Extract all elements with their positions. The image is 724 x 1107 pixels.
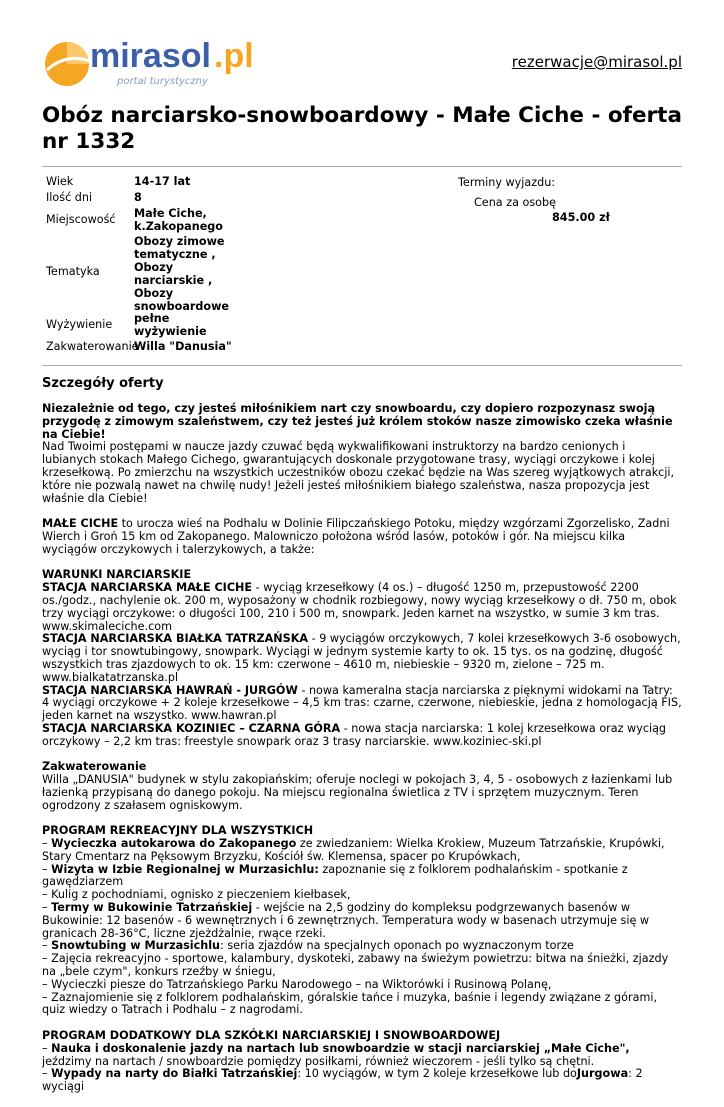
page <box>42 0 682 1094</box>
program-item-4-text: - wejście na 2,5 godziny do kompleksu podgrzewanych basenów w Bukowinie: 12 basenów - 6 wewnętrznych i 6 zewnętrznych. Temperatura wody w basenach utrzymuje się w granicach 28-36°C, liczne zjeżdżalnie, rwące rzeki. <box>42 901 650 940</box>
divider <box>42 166 682 167</box>
svg-text:.pl: .pl <box>214 37 254 75</box>
theme-value: Obozy zimowe tematyczne , Obozy narciarskie , Obozy snowboardowe <box>134 235 230 313</box>
extra-item-1-title: Nauka i doskonalenie jazdy na nartach lub snowboardzie w stacji narciarskiej „Małe Ciche", <box>51 1041 630 1055</box>
extra-item-2-text: : 10 wyciągów, w tym 2 koleje krzesełkowe lub do <box>297 1067 577 1081</box>
lodging-value: Willa "Danusia" <box>134 340 232 353</box>
station-2-text: - 9 wyciągów orczykowych, 7 kolei krzesełkowych 3-6 osobowych, wyciąg i tor snowtubingowy, snowpark. Wyciągi w jednym systemie karty to ok. 15 tys. os na godzinę, długość wszystkich tras zjazdowych to ok. 15 km: czerwone – 4610 m, niebieskie – 9320 m, zielone – 725 m. www.bialkatatrzanska.pl <box>42 632 681 684</box>
extra-item-2-text-end: : 2 wyciągi <box>42 1067 643 1094</box>
program-item-1 <box>42 837 665 863</box>
divider <box>42 365 682 366</box>
intro-bold: Niezależnie od tego, czy jesteś miłośnikiem nart czy snowboardu, czy dopiero rozpozynasz swoją przygodę z zimowym szaleństwem, czy też jesteś już królem stoków nasze zimowisko czeka właśnie na Ciebie! <box>42 402 673 441</box>
place-text: to urocza wieś na Podhalu w Dolinie Filipczańskiego Potoku, między wzgórzami Zgorzelisko, Zadni Wierch i Groń 15 km od Zakopanego. Malowniczo położona wśród lasów, potoków i gór. Na miejscu kilka wyciągów orczykowych i talerzykowych, a także: <box>42 517 670 556</box>
program-item-2-text: zapoznanie się z folklorem podhalańskim - spotkanie z gawędziarzem <box>42 862 628 889</box>
theme-label: Tematyka <box>46 265 100 278</box>
program-item-7: – Wycieczki piesze do Tatrzańskiego Parku Narodowego – na Wiktorówki i Rusinową Polanę, <box>42 977 552 991</box>
lodging-section <box>42 761 682 812</box>
program-item-2-title: Wizyta w Izbie Regionalnej w Murzasichlu: <box>51 862 319 876</box>
program-heading: PROGRAM REKREACYJNY DLA WSZYSTKICH <box>42 824 314 838</box>
conditions-section <box>42 569 682 748</box>
header <box>42 0 682 100</box>
program-section <box>42 825 682 1017</box>
email-link[interactable]: rezerwacje@mirasol.pl <box>511 53 682 71</box>
program-item-8: – Zaznajomienie się z folklorem podhalańskim, góralskie tańce i muzyka, baśnie i legendy związane z górami, quiz wiedzy o Tatrach i Podhalu – z nagrodami. <box>42 990 658 1017</box>
svg-text:portal turystyczny: portal turystyczny <box>117 76 208 87</box>
dash: – <box>42 837 52 851</box>
station-1-text: - wyciąg krzesełkowy (4 os.) – długość 1250 m, przepustowość 2200 os./godz., nachylenie ok. 200 m, wyposażony w chodnik rozbiegowy, nowy wyciąg krzesełkowy o dł. 750 m, obok trzy wyciągi orczykowe: o długości 100, 210 i 500 m, snowpark. Jeden karnet na wszystko, w sumie 3 km tras. www.skimaleciche.com <box>42 581 677 633</box>
station-2-name: STACJA NARCIARSKA BIAŁKA TATRZAŃSKA <box>42 632 309 646</box>
days-label: Ilość dni <box>46 191 93 204</box>
program-item-4-title: Termy w Bukowinie Tatrzańskiej <box>51 901 253 915</box>
station-1-name: STACJA NARCIARSKA MAŁE CICHE <box>42 581 253 595</box>
extra-item-1 <box>42 1042 630 1068</box>
program-item-6: – Zajęcia rekreacyjno - sportowe, kalambury, dyskoteki, zabawy na świeżym powietrzu: bitwa na śnieżki, zjazdy na „bele czym", konkurs rzeźby w śniegu, <box>42 952 669 979</box>
lodging-label: Zakwaterowanie <box>46 340 139 353</box>
conditions-heading: WARUNKI NARCIARSKIE <box>42 568 192 582</box>
mirasol-logo[interactable] <box>42 32 272 92</box>
station-4-name: STACJA NARCIARSKA KOZINIEC – CZARNA GÓRA <box>42 721 341 735</box>
dash: – <box>42 939 52 953</box>
program-item-5-text: : seria zjazdów na specjalnych oponach po wyznaczonym torze <box>220 939 574 953</box>
dash: – <box>42 1067 52 1081</box>
offer-details <box>42 403 682 1107</box>
program-item-2 <box>42 863 628 889</box>
intro-paragraph <box>42 403 682 505</box>
age-value: 14-17 lat <box>134 175 191 188</box>
program-item-4 <box>42 901 649 940</box>
place-label: Miejscowość <box>46 213 116 226</box>
extra-program-heading: PROGRAM DODATKOWY DLA SZKÓŁKI NARCIARSKIEJ I SNOWBOARDOWEJ <box>42 1029 501 1043</box>
intro-text: Nad Twoimi postępami w naucze jazdy czuwać będą wykwalifikowani instruktorzy na bardzo cenionych i lubianych stokach Małego Cichego, gwarantujących doskonale przygotowane trasy, wyciągi orczykowe i kolej krzesełkową. Po zmierzchu na wszystkich uczestników obozu czekać będzie na Was szereg wyjątkowych atrakcji, które nie pozwalą nawet na chwilę nudy! Jeżeli jesteś miłośnikiem białego szaleństwa, nasza propozycja jest właśnie dla Ciebie! <box>42 440 675 505</box>
station-3-text: - nowa kameralna stacja narciarska z pięknymi widokami na Tatry: 4 wyciągi orczykowe + 2 koleje krzesełkowe – 4,5 km tras: czarne, czerwone, niebieskie, jedna z homologacją FIS, jeden karnet na wszystko. www.hawran.pl <box>42 683 682 723</box>
place-name: MAŁE CICHE <box>42 517 119 531</box>
dash: – <box>42 862 52 876</box>
station-3-name: STACJA NARCIARSKA HAWRAŃ - JURGÓW <box>42 683 298 697</box>
details-heading: Szczegóły oferty <box>42 376 164 391</box>
extra-item-2-title: Wypady na narty do Białki Tatrzańskiej <box>51 1067 298 1081</box>
price-value: 845.00 zł <box>552 211 610 224</box>
dash: – <box>42 901 52 915</box>
extra-item-1-text: jeździmy na nartach / snowboardzie pomiędzy posiłkami, również wieczorem - jeśli tylko są chętni. <box>42 1054 595 1068</box>
lodging-text: Willa „DANUSIA" budynek w stylu zakopiańskim; oferuje noclegi w pokojach 3, 4, 5 - osobowych z łazienkami lub łazienką przypisaną do danego pokoju. Na miejscu regionalna świetlica z TV i sprzętem muzycznym. Teren ogrodzony z szałasem ogniskowym. <box>42 773 673 812</box>
program-item-1-text: ze zwiedzaniem: Wielka Krokiew, Muzeum Tatrzańskie, Krupówki, Stary Cmentarz na Pęksowym Brzyzku, Kościół św. Klemensa, spacer po Krupówkach, <box>42 837 665 863</box>
age-label: Wiek <box>46 175 74 188</box>
program-item-5-title: Snowtubing w Murzasichlu <box>51 939 221 953</box>
food-label: Wyżywienie <box>46 318 113 331</box>
lodging-heading: Zakwaterowanie <box>42 760 147 774</box>
svg-text:mirasol: mirasol <box>90 37 211 75</box>
days-value: 8 <box>134 191 142 204</box>
food-value: pełne wyżywienie <box>134 312 207 338</box>
program-item-3: – Kulig z pochodniami, ognisko z pieczeniem kiełbasek, <box>42 888 351 902</box>
program-item-5 <box>42 939 574 952</box>
terms-label: Terminy wyjazdu: <box>458 176 556 189</box>
extra-item-2-place: Jurgowa <box>576 1067 629 1081</box>
program-item-1-title: Wycieczka autokarowa do Zakopanego <box>51 837 297 851</box>
place-value: Małe Ciche, k.Zakopanego <box>134 207 223 233</box>
price-label: Cena za osobę <box>474 196 556 209</box>
extra-item-2 <box>42 1067 643 1093</box>
dash: – <box>42 1041 52 1055</box>
page-title: Obóz narciarsko-snowboardowy - Małe Ciche - oferta nr 1332 <box>42 103 682 154</box>
extra-program-section <box>42 1030 682 1094</box>
place-paragraph <box>42 518 682 556</box>
station-4-text: - nowa stacja narciarska: 1 kolej krzesełkowa oraz wyciąg orczykowy – 2,2 km tras: freestyle snowpark oraz 3 trasy narciarskie. www.koziniec-ski.pl <box>42 721 667 748</box>
